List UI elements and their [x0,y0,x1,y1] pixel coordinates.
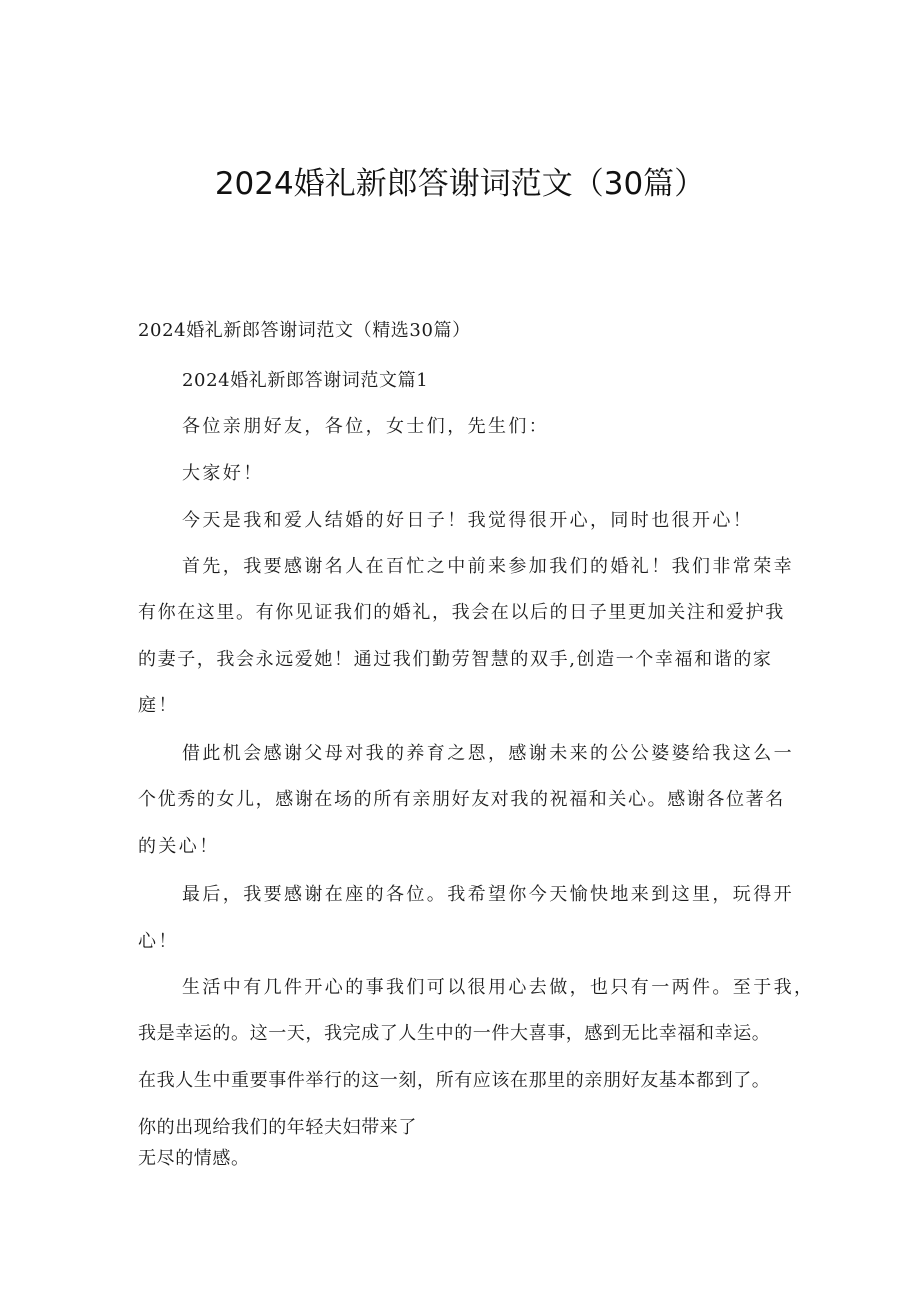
body-line: 首先，我要感谢名人在百忙之中前来参加我们的婚礼！我们非常荣幸 [182,556,794,577]
body-line: 有你在这里。有你见证我们的婚礼，我会在以后的日子里更加关注和爱护我 [138,602,785,623]
body-line: 无尽的情感。 [138,1148,250,1169]
body-line: 个优秀的女儿，感谢在场的所有亲朋好友对我的祝福和关心。感谢各位著名 [138,789,785,810]
body-line: 大家好！ [182,463,264,484]
body-line: 我是幸运的。这一天，我完成了人生中的一件大喜事，感到无比幸福和幸运。 [138,1023,771,1044]
body-line: 今天是我和爱人结婚的好日子！我觉得很开心，同时也很开心！ [182,510,754,531]
body-line: 借此机会感谢父母对我的养育之恩，感谢未来的公公婆婆给我这么一 [182,743,794,764]
body-line: 你的出现给我们的年轻夫妇带来了 [138,1117,417,1138]
body-line: 庭！ [138,695,179,716]
body-line: 心！ [138,931,179,952]
document-subtitle: 2024婚礼新郎答谢词范文（精选30篇） [138,320,471,341]
body-line: 在我人生中重要事件举行的这一刻，所有应该在那里的亲朋好友基本都到了。 [138,1070,771,1091]
document-title: 2024婚礼新郎答谢词范文（30篇） [214,166,706,202]
body-line: 的妻子，我会永远爱她！通过我们勤劳智慧的双手,创造一个幸福和谐的家 [138,649,773,670]
body-line: 最后，我要感谢在座的各位。我希望你今天愉快地来到这里，玩得开 [182,884,794,905]
section-heading: 2024婚礼新郎答谢词范文篇1 [182,370,429,391]
body-line: 的关心！ [138,836,220,857]
body-line: 各位亲朋好友，各位，女士们，先生们： [182,416,550,437]
body-line: 生活中有几件开心的事我们可以很用心去做，也只有一两件。至于我， [182,977,815,998]
